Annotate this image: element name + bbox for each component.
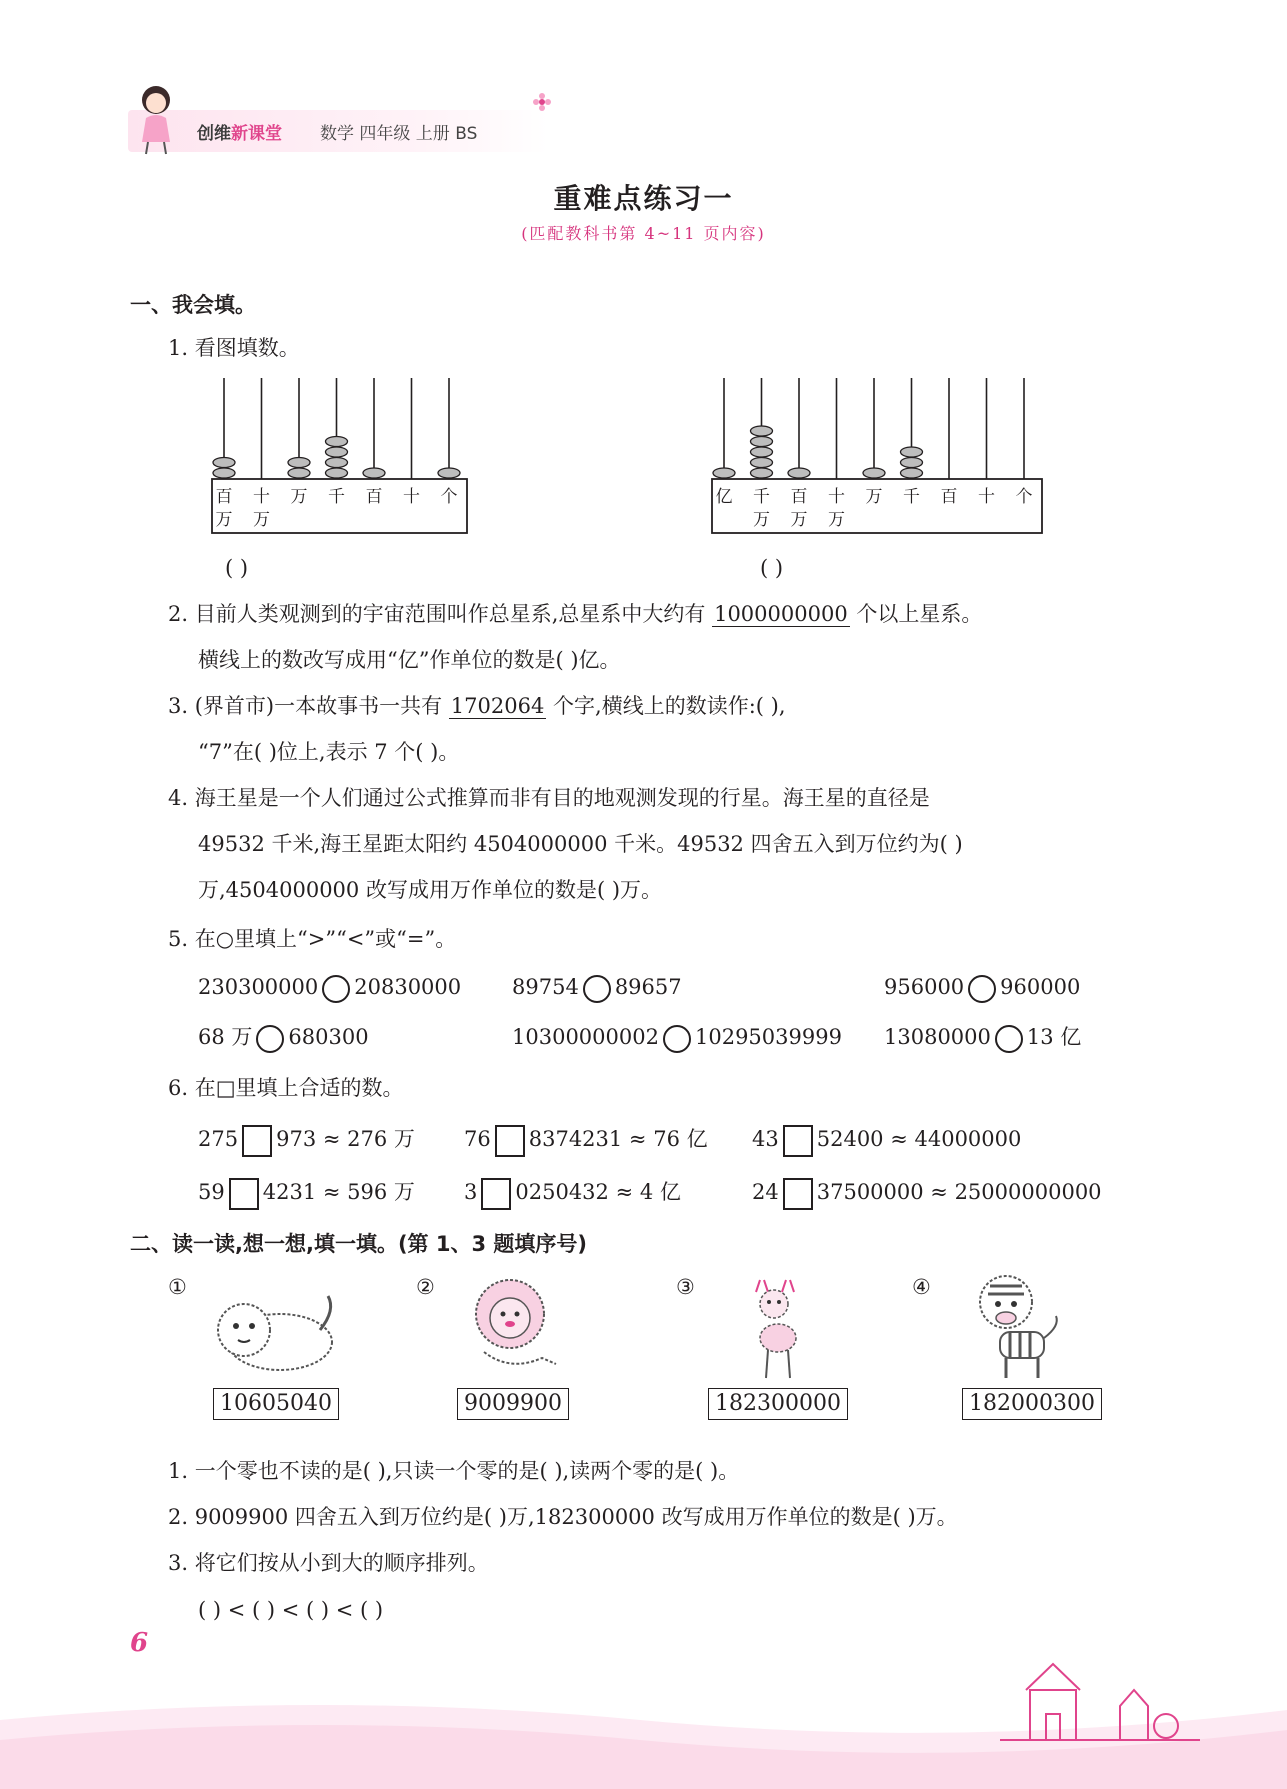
- abacus-left-bead: [326, 458, 348, 468]
- digit-box[interactable]: [481, 1178, 511, 1210]
- q3-line2: “7”在( )位上,表示 7 个( )。: [198, 740, 460, 764]
- abacus-left-place-label: 万: [290, 487, 308, 507]
- q2-text-b: 个以上星系。: [856, 602, 983, 626]
- q6-text: 6. 在□里填上合适的数。: [168, 1076, 404, 1100]
- q6-item: 3 0250432 ≈ 4 亿: [464, 1177, 681, 1210]
- page-title: 重难点练习一: [553, 182, 734, 215]
- compare-circle[interactable]: [256, 1025, 284, 1053]
- q6-item: 43 52400 ≈ 44000000: [752, 1124, 1021, 1157]
- abacus-left-bead: [213, 468, 235, 478]
- compare-circle[interactable]: [663, 1025, 691, 1053]
- abacus-right: [710, 378, 1060, 538]
- q5-item: 68 万 680300: [198, 1022, 369, 1053]
- flower-icon: [532, 92, 552, 112]
- section-2-heading: 二、读一读,想一想,填一填。(第 1、3 题填序号): [130, 1232, 587, 1256]
- abacus-left-bead: [288, 458, 310, 468]
- q4-line1: 4. 海王星是一个人们通过公式推算而非有目的地观测发现的行星。海王星的直径是: [168, 786, 930, 810]
- abacus-left-place-label-2: 万: [215, 510, 233, 530]
- q3-underlined-number: 1702064: [450, 694, 545, 718]
- compare-circle[interactable]: [968, 975, 996, 1003]
- animal-number-2: 9009900: [457, 1388, 569, 1420]
- q6-item: 59 4231 ≈ 596 万: [198, 1177, 415, 1210]
- digit-box[interactable]: [229, 1178, 259, 1210]
- q3-text-b: 个字,横线上的数读作:( ),: [553, 694, 786, 718]
- q3-text-a: 3. (界首市)一本故事书一共有: [168, 694, 443, 718]
- abacus-left-place-label: 百: [365, 487, 383, 507]
- abacus-left-bead: [438, 468, 460, 478]
- abacus-left-place-label: 个: [440, 487, 458, 507]
- abacus-right-place-label-2: 万: [753, 510, 770, 530]
- abacus-right-place-label: 十: [978, 487, 995, 507]
- abacus-left-place-label-2: 万: [253, 510, 270, 530]
- q2-text-a: 2. 目前人类观测到的宇宙范围叫作总星系,总星系中大约有: [168, 602, 706, 626]
- abacus-right-place-label: 万: [865, 487, 883, 507]
- animal-number-4: 182000300: [962, 1388, 1102, 1420]
- digit-box[interactable]: [783, 1125, 813, 1157]
- abacus-right-bead: [751, 447, 773, 457]
- q5-item: 13080000 13 亿: [884, 1022, 1081, 1053]
- q5-text: 5. 在○里填上“>”“<”或“=”。: [168, 927, 457, 951]
- s2-q2: 2. 9009900 四舍五入到万位约是( )万,182300000 改写成用万作单位的数是( )万。: [168, 1505, 958, 1529]
- abacus-right-bead: [901, 468, 923, 478]
- abacus-left: [210, 378, 485, 538]
- s2-q1: 1. 一个零也不读的是( ),只读一个零的是( ),读两个零的是( )。: [168, 1459, 740, 1483]
- abacus-left-place-label: 百: [215, 487, 233, 507]
- abacus-left-bead: [363, 468, 385, 478]
- abacus-left-bead: [288, 468, 310, 478]
- q6-item: 76 8374231 ≈ 76 亿: [464, 1124, 708, 1157]
- q2-line1: [168, 599, 982, 629]
- abacus-right-bead: [751, 458, 773, 468]
- abacus-right-answer: ( ): [760, 556, 784, 580]
- abacus-left-answer: ( ): [225, 556, 249, 580]
- castle-decoration-icon: [1000, 1650, 1200, 1750]
- abacus-right-bead: [751, 468, 773, 478]
- zebra-icon: [964, 1266, 1074, 1384]
- s2-q3-answer: ( ) < ( ) < ( ) < ( ): [198, 1598, 384, 1622]
- abacus-right-place-label: 个: [1015, 487, 1033, 507]
- abacus-right-bead: [901, 447, 923, 457]
- animal-mark-2: ②: [416, 1275, 435, 1299]
- q2-underlined-number: 1000000000: [714, 602, 848, 626]
- q4-line3: 万,4504000000 改写成用万作单位的数是( )万。: [198, 878, 663, 902]
- abacus-right-bead: [901, 458, 923, 468]
- abacus-left-bead: [326, 437, 348, 447]
- q5-item: 89754 89657: [512, 972, 682, 1003]
- abacus-right-bead: [788, 468, 810, 478]
- book-info: 数学 四年级 上册 BS: [320, 124, 478, 144]
- digit-box[interactable]: [242, 1125, 272, 1157]
- abacus-right-place-label: 亿: [715, 487, 733, 507]
- digit-box[interactable]: [495, 1125, 525, 1157]
- lion-icon: [460, 1272, 570, 1382]
- compare-circle[interactable]: [583, 975, 611, 1003]
- q5-item: 10300000002 10295039999: [512, 1022, 842, 1053]
- abacus-left-place-label: 十: [253, 487, 270, 507]
- abacus-right-bead: [751, 426, 773, 436]
- animal-number-1: 10605040: [213, 1388, 339, 1420]
- abacus-right-place-label: 十: [828, 487, 845, 507]
- abacus-right-place-label: 千: [753, 487, 770, 507]
- animal-mark-3: ③: [676, 1275, 695, 1299]
- abacus-left-place-label: 千: [328, 487, 345, 507]
- q2-line2: 横线上的数改写成用“亿”作单位的数是( )亿。: [198, 648, 621, 672]
- animal-mark-4: ④: [912, 1275, 931, 1299]
- q1-text: 1. 看图填数。: [168, 336, 300, 360]
- abacus-right-place-label: 千: [903, 487, 920, 507]
- q5-item: 230300000 20830000: [198, 972, 461, 1003]
- abacus-right-bead: [863, 468, 885, 478]
- q3-line1: [168, 691, 786, 721]
- abacus-right-bead: [713, 468, 735, 478]
- q6-item: 275 973 ≈ 276 万: [198, 1124, 415, 1157]
- abacus-left-bead: [213, 458, 235, 468]
- abacus-right-place-label: 百: [790, 487, 808, 507]
- page-number: 6: [130, 1628, 149, 1658]
- abacus-left-bead: [326, 447, 348, 457]
- section-1-heading: 一、我会填。: [130, 293, 256, 317]
- abacus-left-place-label: 十: [403, 487, 420, 507]
- abacus-right-bead: [751, 437, 773, 447]
- s2-q3: 3. 将它们按从小到大的顺序排列。: [168, 1551, 489, 1575]
- compare-circle[interactable]: [322, 975, 350, 1003]
- abacus-right-place-label: 百: [940, 487, 958, 507]
- q6-item: 24 37500000 ≈ 25000000000: [752, 1177, 1102, 1210]
- girl-mascot-icon: [128, 78, 188, 156]
- q4-line2: 49532 千米,海王星距太阳约 4504000000 千米。49532 四舍五入到万位约为( ): [198, 832, 963, 856]
- brand-logo: 创维新课堂: [197, 124, 282, 144]
- compare-circle[interactable]: [995, 1025, 1023, 1053]
- tiger-icon: [200, 1280, 340, 1380]
- animal-number-3: 182300000: [708, 1388, 848, 1420]
- abacus-left-bead: [326, 468, 348, 478]
- digit-box[interactable]: [783, 1178, 813, 1210]
- deer-icon: [730, 1272, 820, 1384]
- abacus-right-place-label-2: 万: [828, 510, 845, 530]
- page-subtitle: (匹配教科书第 4~11 页内容): [521, 224, 766, 243]
- animal-mark-1: ①: [168, 1275, 187, 1299]
- q5-item: 956000 960000: [884, 972, 1080, 1003]
- abacus-right-place-label-2: 万: [790, 510, 808, 530]
